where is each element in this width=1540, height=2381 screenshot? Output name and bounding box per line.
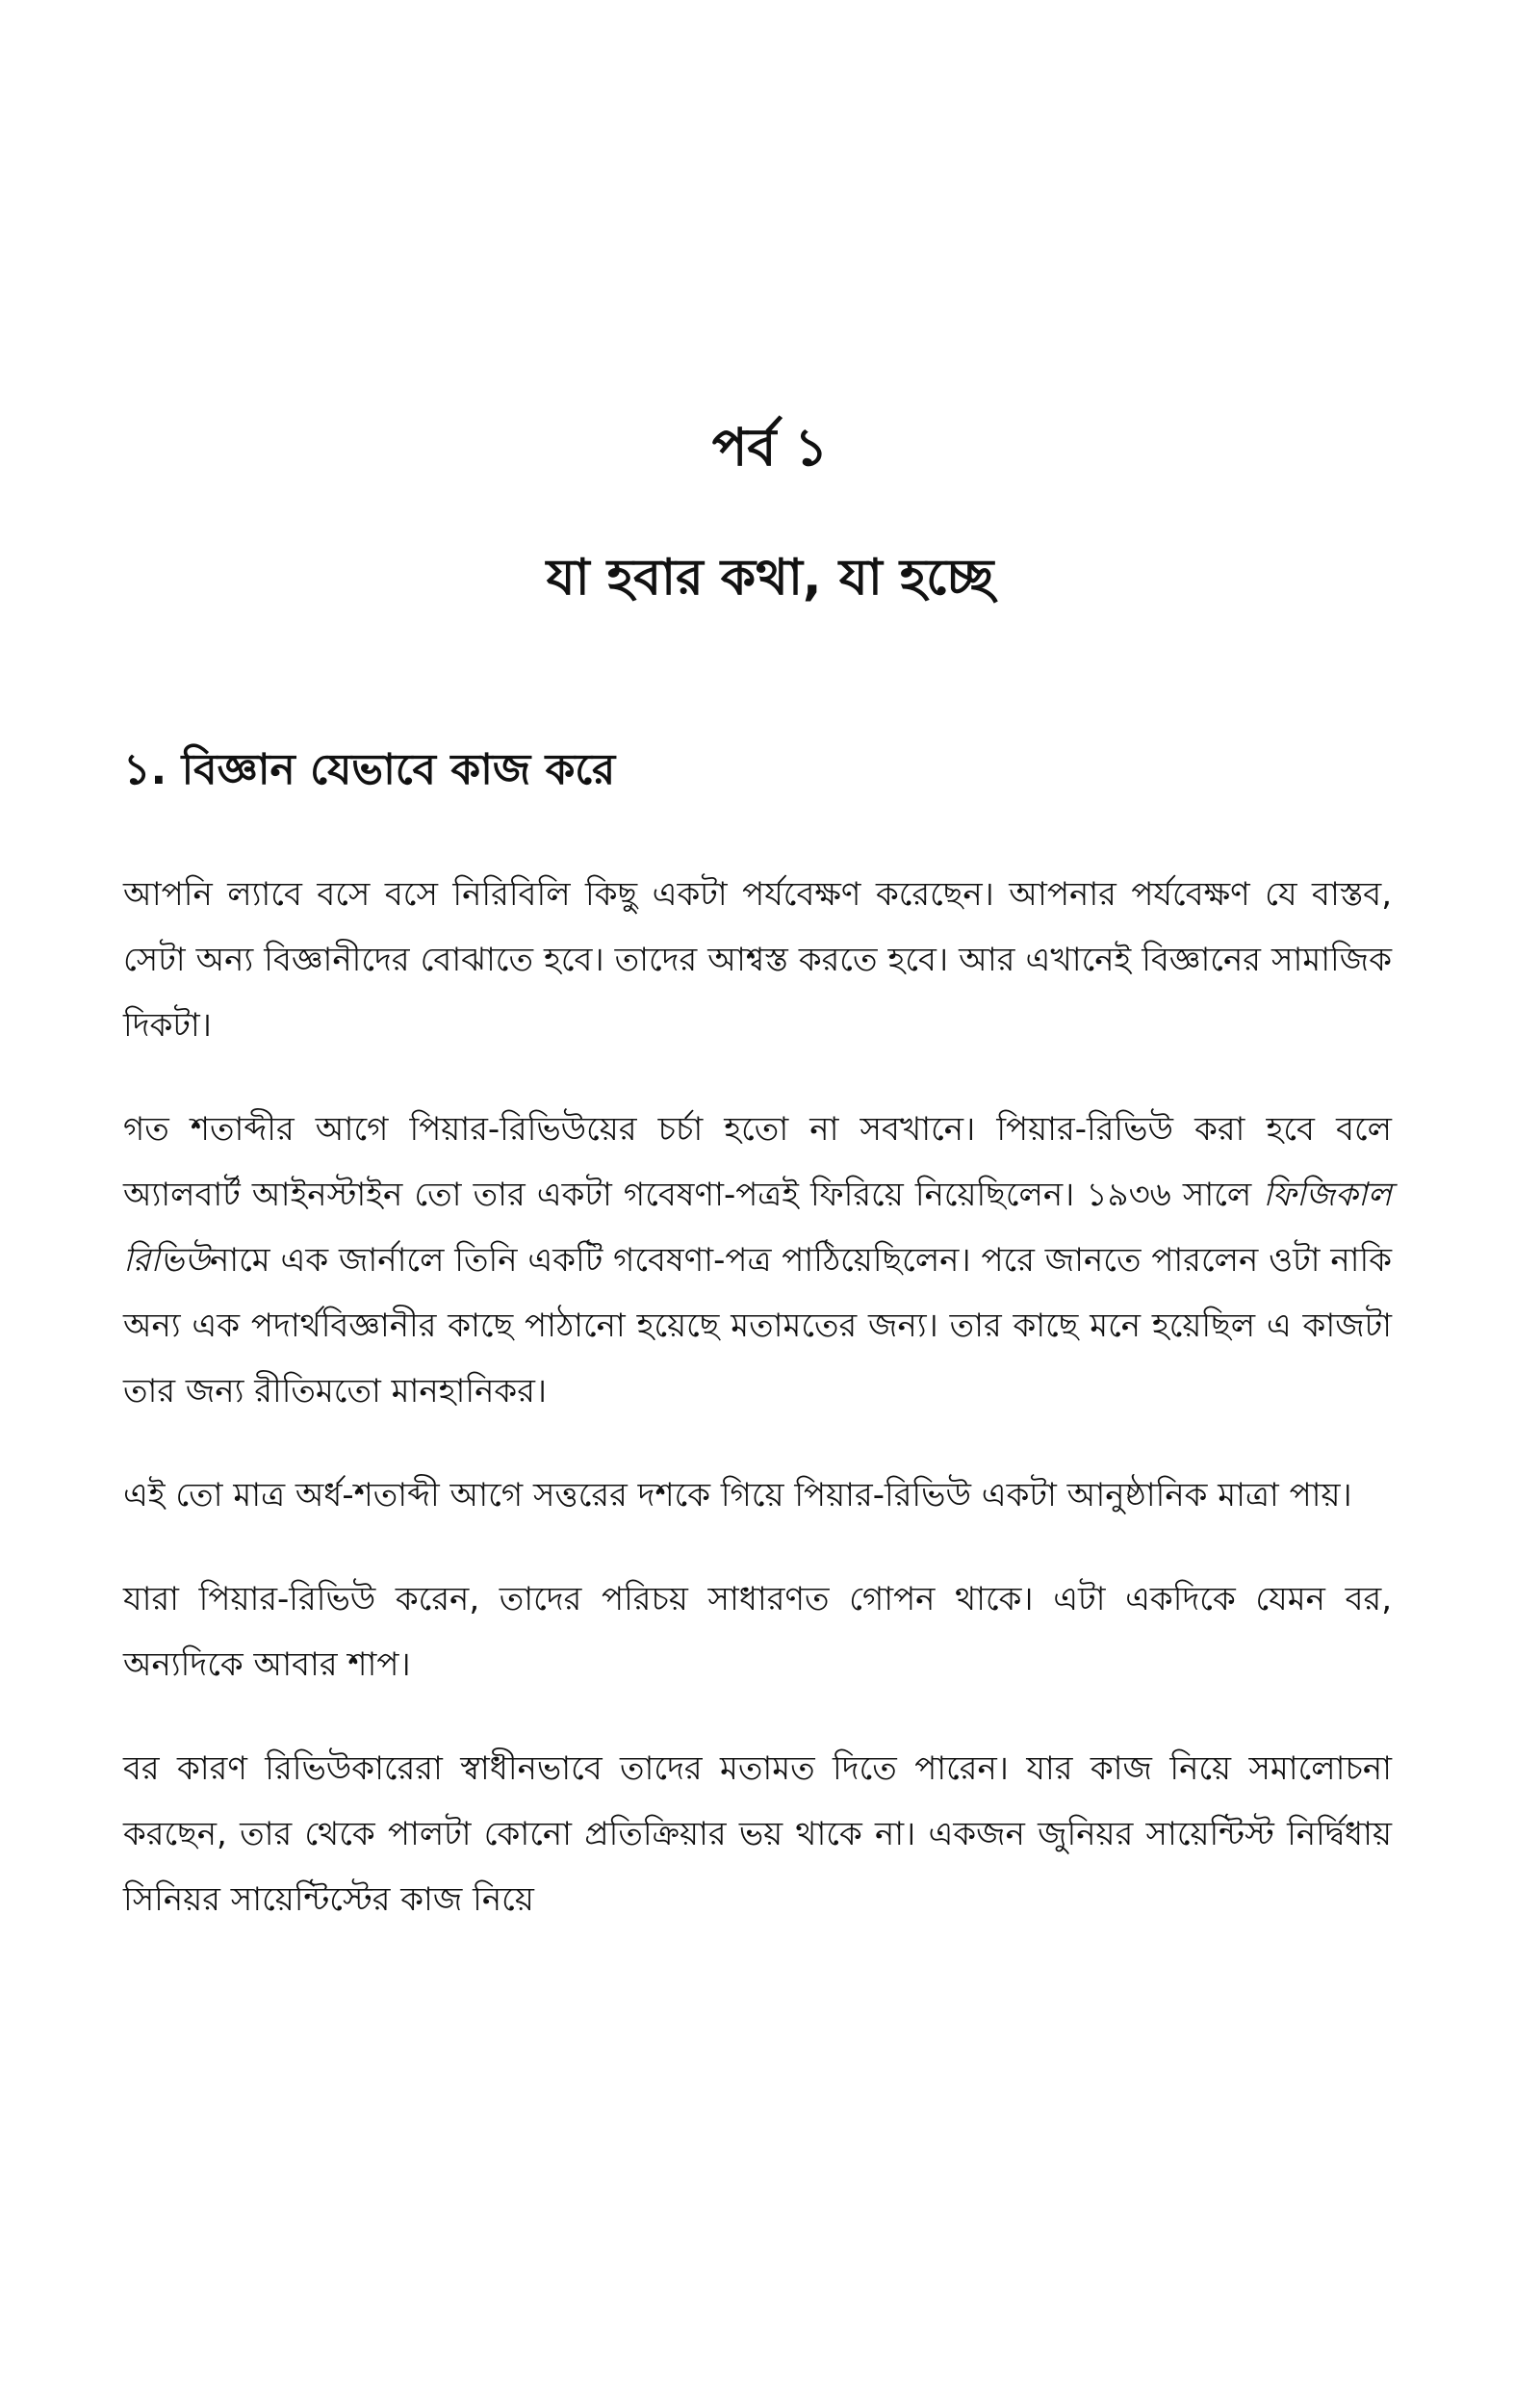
body-text <box>123 862 1392 1971</box>
paragraph-5: বর কারণ রিভিউকারেরা স্বাধীনভাবে তাদের মতামত দিতে পারেন। যার কাজ নিয়ে সমালোচনা করছেন, তার থেকে পালটা কোনো প্রতিক্রিয়ার ভয় থাকে না। একজন জুনিয়র সায়েন্টিস্ট নির্দ্বিধায় সিনিয়র সায়েন্টিস্টের কাজ নিয়ে <box>123 1749 1392 1919</box>
paragraph-3: এই তো মাত্র অর্ধ-শতাব্দী আগে সত্তরের দশকে গিয়ে পিয়ার-রিভিউ একটা আনুষ্ঠানিক মাত্রা পায়। <box>123 1476 1352 1514</box>
chapter-heading: ১. বিজ্ঞান যেভাবে কাজ করে <box>123 745 616 794</box>
part-title: পর্ব ১ <box>711 417 829 478</box>
paragraph-2-text-end: নামে এক জার্নালে তিনি একটি গবেষণা-পত্র পাঠিয়েছিলেন। পরে জানতে পারলেন ওটা নাকি অন্য এক পদার্থবিজ্ঞানীর কাছে পাঠানো হয়েছে মতামতের জন্য। তার কাছে মনে হয়েছিল এ কাজটা তার জন্য রীতিমতো মানহানিকর। <box>123 1241 1392 1410</box>
paragraph-4: যারা পিয়ার-রিভিউ করেন, তাদের পরিচয় সাধারণত গোপন থাকে। এটা একদিকে যেমন বর, অন্যদিকে আবার শাপ। <box>123 1580 1392 1684</box>
part-subtitle: যা হবার কথা, যা হচ্ছে <box>546 549 994 607</box>
paragraph-2-text-start: গত শতাব্দীর আগে পিয়ার-রিভিউয়ের চর্চা হতো না সবখানে। পিয়ার-রিভিউ করা হবে বলে অ্যালবার্ট আইনস্টাইন তো তার একটা গবেষণা-পত্রই ফিরিয়ে নিয়েছিলেন। ১৯৩৬ সালে <box>123 1110 1392 1214</box>
paragraph-1: আপনি ল্যাবে বসে বসে নিরিবিলি কিছু একটা পর্যবেক্ষণ করেছেন। আপনার পর্যবেক্ষণ যে বাস্তব, সেটা অন্য বিজ্ঞানীদের বোঝাতে হবে। তাদের আশ্বস্ত করতে হবে। আর এখানেই বিজ্ঞানের সামাজিক দিকটা। <box>123 875 1392 1045</box>
paragraph-2 <box>123 1097 1392 1424</box>
journal-name: ফিজিকাল রিভিউ <box>123 1176 1392 1280</box>
